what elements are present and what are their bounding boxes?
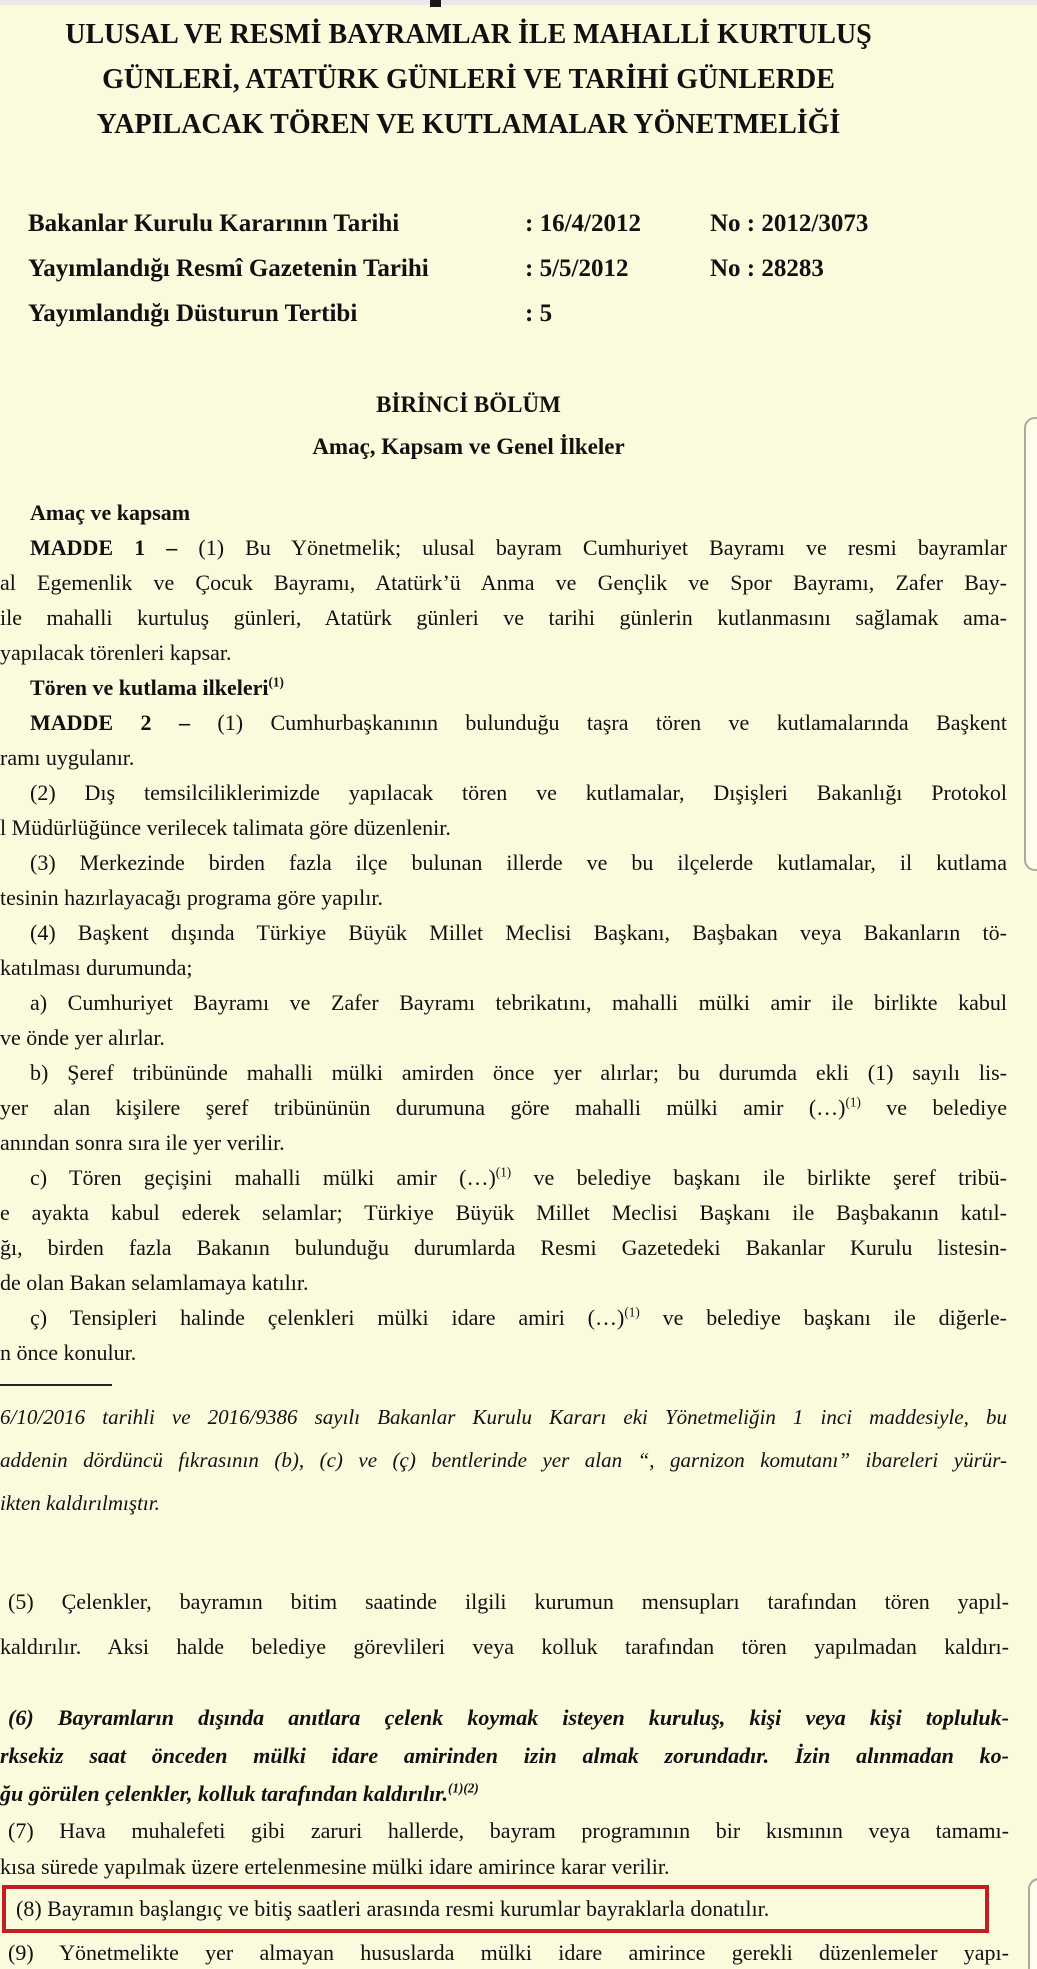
text-run: (1) Cumhurbaşkanının bulunduğu taşra tören ve kutlamalarında Başkent: [217, 710, 1007, 735]
text-line: [0, 950, 1007, 985]
text-line: [0, 915, 1007, 950]
text-run: e ayakta kabul ederek selamlar; Türkiye Büyük Millet Meclisi Başkanı ile Başbakanın katıl-: [0, 1200, 1007, 1225]
text-run: rksekiz saat önceden mülki idare amirinden izin almak zorundadır. İzin alınmadan ko-: [0, 1743, 1009, 1768]
meta-label: Bakanlar Kurulu Kararının Tarihi: [28, 210, 400, 237]
text-run: n önce konulur.: [0, 1340, 137, 1365]
text-line: [0, 1125, 1007, 1160]
meta-value: : 5/5/2012: [525, 255, 629, 282]
footnote-reference: (1): [495, 1164, 512, 1180]
text-line: [0, 1849, 1009, 1885]
text-line: [0, 635, 1007, 670]
text-run: (8) Bayramın başlangıç ve bitiş saatleri arasında resmi kurumlar bayraklarla donatılır.: [16, 1896, 770, 1921]
footnote-reference: (1): [624, 1304, 640, 1320]
text-line: [0, 600, 1007, 635]
footnote-reference: (1): [268, 674, 284, 690]
text-line: [0, 985, 1007, 1020]
text-line: [0, 880, 1007, 915]
text-line: [0, 1624, 1009, 1669]
text-run: MADDE 1 –: [30, 535, 199, 560]
text-run: yapılacak törenleri kapsar.: [0, 640, 232, 665]
text-line: [0, 1396, 1007, 1439]
text-line: [0, 1195, 1007, 1230]
text-run: MADDE 2 –: [30, 710, 218, 735]
text-line: [0, 775, 1007, 810]
text-run: kaldırılır. Aksi halde belediye görevlileri veya kolluk tarafından tören yapılmadan kaldırı-: [0, 1634, 1009, 1659]
text-line: [0, 1335, 1007, 1370]
text-line: [0, 1020, 1007, 1055]
text-run: ile mahalli kurtuluş günleri, Atatürk günleri ve tarihi günlerin kutlanmasını sağlamak ama-: [0, 605, 1007, 630]
text-line: [0, 845, 1007, 880]
text-run: Amaç ve kapsam: [30, 500, 191, 525]
text-line: [0, 495, 1007, 530]
meta-number: No : 2012/3073: [710, 210, 869, 237]
title-line-3: YAPILACAK TÖREN VE KUTLAMALAR YÖNETMELİĞİ: [96, 109, 841, 140]
chapter-title: BİRİNCİ BÖLÜM: [376, 392, 561, 417]
text-run: yer alan kişilere şeref tribününün durumuna göre mahalli mülki amir (…): [0, 1095, 846, 1120]
text-run: anından sonra sıra ile yer verilir.: [0, 1130, 285, 1155]
meta-row-decision-date: [28, 201, 1037, 246]
text-run: kısa sürede yapılmak üzere ertelenmesine mülki idare amirince karar verilir.: [0, 1854, 670, 1879]
text-line: [0, 1090, 1007, 1125]
scrollbar-thumb[interactable]: [1024, 417, 1037, 871]
text-run: (5) Çelenkler, bayramın bitim saatinde ilgili kurumun mensupları tarafından tören yapıl-: [8, 1589, 1009, 1614]
text-run: ramı uygulanır.: [0, 745, 135, 770]
publication-metadata: [0, 201, 1037, 336]
meta-row-dustur: [28, 291, 1037, 336]
text-line: [0, 810, 1007, 845]
text-run: katılması durumunda;: [0, 955, 193, 980]
text-line: [0, 530, 1007, 565]
text-line: [0, 1300, 1007, 1335]
meta-label: Yayımlandığı Resmî Gazetenin Tarihi: [28, 255, 429, 282]
text-run: ve belediye başkanı ile diğerle-: [639, 1305, 1007, 1330]
chapter-heading: [0, 384, 937, 468]
text-line: [0, 565, 1007, 600]
title-line-2: GÜNLERİ, ATATÜRK GÜNLERİ VE TARİHİ GÜNLERDE: [102, 64, 835, 95]
paragraph-6: [0, 1699, 1037, 1813]
scrollbar-thumb-partial[interactable]: [1028, 1878, 1037, 1969]
text-line: [0, 1737, 1009, 1775]
text-run: c) Tören geçişini mahalli mülki amir (…): [30, 1165, 496, 1190]
meta-value: : 5: [525, 300, 553, 327]
text-run: ç) Tensipleri halinde çelenkleri mülki idare amiri (…): [30, 1305, 625, 1330]
body-text: [0, 495, 1037, 1370]
paragraph-9: [0, 1935, 1037, 1969]
paragraph-7: [0, 1813, 1037, 1885]
text-line: [0, 1775, 1009, 1813]
text-run: (6) Bayramların dışında anıtlara çelenk koymak isteyen kuruluş, kişi veya kişi topluluk-: [8, 1705, 1009, 1730]
text-line: [0, 1055, 1007, 1090]
text-run: l Müdürlüğünce verilecek talimata göre düzenlenir.: [0, 815, 451, 840]
meta-number: No : 28283: [710, 255, 824, 282]
text-run: (7) Hava muhalefeti gibi zaruri hallerde, bayram programının bir kısmının veya tamamı-: [8, 1818, 1009, 1843]
text-line: [0, 705, 1007, 740]
text-line: [0, 1699, 1009, 1737]
text-line: [0, 1439, 1007, 1482]
text-run: (9) Yönetmelikte yer almayan hususlarda mülki idare amirince gerekli düzenlemeler yapı-: [8, 1940, 1009, 1965]
text-run: (1) Bu Yönetmelik; ulusal bayram Cumhuriyet Bayramı ve resmi bayramlar: [198, 535, 1007, 560]
text-run: de olan Bakan selamlamaya katılır.: [0, 1270, 309, 1295]
meta-label: Yayımlandığı Düsturun Tertibi: [28, 300, 358, 327]
cropped-glyph-fragment: [430, 0, 441, 7]
footnote-reference: (1)(2): [448, 1780, 479, 1796]
text-run: addenin dördüncü fıkrasının (b), (c) ve (ç) bentlerinde yer alan “, garnizon komutanı” ibareleri yürür-: [0, 1448, 1007, 1472]
text-line: [0, 1160, 1007, 1195]
text-run: (4) Başkent dışında Türkiye Büyük Millet Meclisi Başkanı, Başbakan veya Bakanların tö-: [30, 920, 1007, 945]
chapter-subtitle: Amaç, Kapsam ve Genel İlkeler: [312, 434, 625, 459]
text-run: 6/10/2016 tarihli ve 2016/9386 sayılı Bakanlar Kurulu Kararı eki Yönetmeliğin 1 inci maddesiyle, bu: [0, 1405, 1007, 1429]
footnote-reference: (1): [845, 1094, 861, 1110]
text-line: [0, 1813, 1009, 1849]
text-run: ve önde yer alırlar.: [0, 1025, 165, 1050]
text-run: al Egemenlik ve Çocuk Bayramı, Atatürk’ü Anma ve Gençlik ve Spor Bayramı, Zafer Bay-: [0, 570, 1007, 595]
text-line: [16, 1890, 975, 1928]
highlight-box: [2, 1885, 989, 1933]
text-run: ve belediye: [860, 1095, 1007, 1120]
paragraph-5: [0, 1579, 1037, 1669]
text-line: [0, 1265, 1007, 1300]
text-run: a) Cumhuriyet Bayramı ve Zafer Bayramı tebrikatını, mahalli mülki amir ile birlikte kabul: [30, 990, 1007, 1015]
text-run: ve belediye başkanı ile birlikte şeref tribü-: [511, 1165, 1007, 1190]
text-run: Tören ve kutlama ilkeleri: [30, 675, 269, 700]
text-run: (2) Dış temsilciliklerimizde yapılacak tören ve kutlamalar, Dışişleri Bakanlığı Protokol: [30, 780, 1007, 805]
top-edge-strip: [0, 0, 1037, 5]
text-line: [0, 670, 1007, 705]
title-line-1: ULUSAL VE RESMİ BAYRAMLAR İLE MAHALLİ KURTULUŞ: [65, 19, 872, 50]
paragraph-8-highlighted: [6, 1889, 985, 1929]
text-run: ğı, birden fazla Bakanın bulunduğu durumlarda Resmi Gazetedeki Bakanlar Kurulu listesin-: [0, 1235, 1007, 1260]
text-run: (3) Merkezinde birden fazla ilçe bulunan illerde ve bu ilçelerde kutlamalar, il kutlama: [30, 850, 1007, 875]
footnote-text: [0, 1396, 1037, 1525]
text-run: ğu görülen çelenkler, kolluk tarafından kaldırılır.: [0, 1781, 449, 1806]
meta-number: [710, 291, 1037, 336]
text-line: [0, 1579, 1009, 1624]
text-line: [0, 1230, 1007, 1265]
meta-row-gazette-date: [28, 246, 1037, 291]
text-run: tesinin hazırlayacağı programa göre yapılır.: [0, 885, 384, 910]
meta-value: : 16/4/2012: [525, 210, 641, 237]
text-line: [0, 1482, 1007, 1525]
text-line: [0, 740, 1007, 775]
document-title: [0, 12, 937, 147]
text-run: b) Şeref tribününde mahalli mülki amirden önce yer alırlar; bu durumda ekli (1) sayılı lis-: [30, 1060, 1007, 1085]
text-line: [0, 1935, 1009, 1969]
footnote-separator: [0, 1384, 112, 1386]
text-run: ikten kaldırılmıştır.: [0, 1491, 160, 1515]
